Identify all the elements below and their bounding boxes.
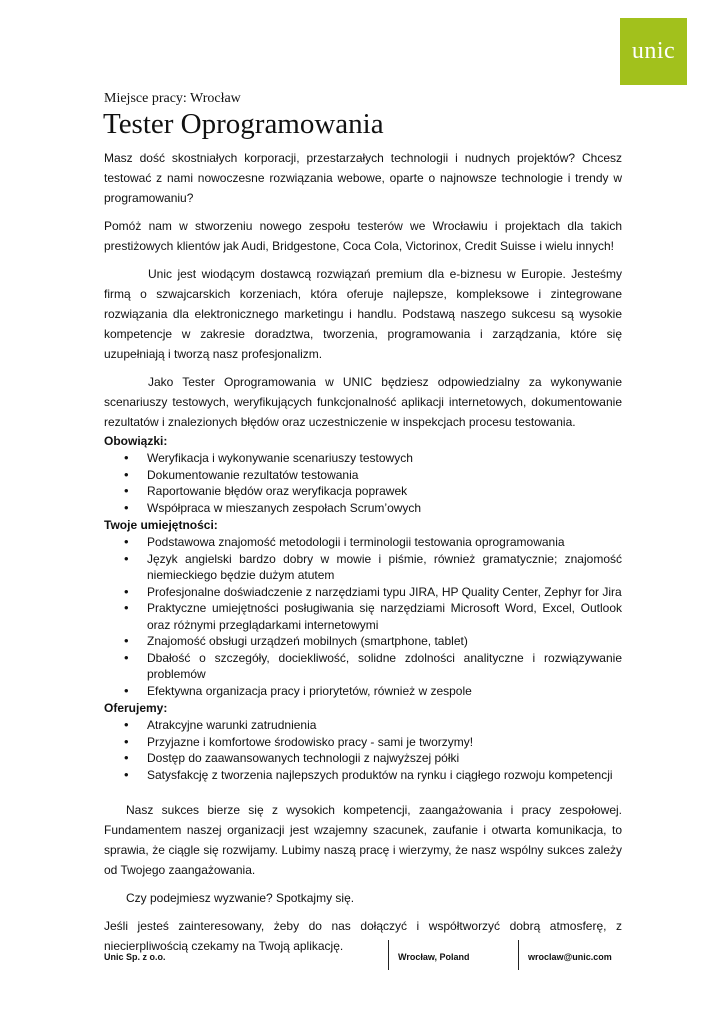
intro-paragraph-2: Pomóż nam w stworzeniu nowego zespołu testerów we Wrocławiu i projektach dla takich prestiżowych klientów jak Audi, Bridgestone, Coca Cola, Victorinox, Credit Suisse i wielu innych! (104, 219, 622, 253)
offer-list (104, 717, 622, 783)
list-item: • Współpraca w mieszanych zespołach Scrum’owych (147, 500, 622, 517)
list-item: • Podstawowa znajomość metodologii i terminologii testowania oprogramowania (147, 534, 622, 551)
duties-heading: Obowiązki: (104, 434, 168, 448)
list-item: • Praktyczne umiejętności posługiwania się narzędziami Microsoft Word, Excel, Outlook oraz różnymi przeglądarkami internetowymi (147, 600, 622, 633)
skills-list (104, 534, 622, 699)
list-item: • Język angielski bardzo dobry w mowie i piśmie, również gramatycznie; znajomość niemieckiego będzie dużym atutem (147, 551, 622, 584)
call-to-action: Czy podejmiesz wyzwanie? Spotkajmy się. (126, 891, 355, 905)
list-item: • Znajomość obsługi urządzeń mobilnych (smartphone, tablet) (147, 633, 622, 650)
offer-heading: Oferujemy: (104, 701, 168, 715)
footer-email: wroclaw@unic.com (528, 952, 612, 962)
unic-logo: unic (620, 18, 687, 85)
list-item: • Przyjazne i komfortowe środowisko pracy - sami je tworzymy! (147, 734, 622, 751)
list-item: • Atrakcyjne warunki zatrudnienia (147, 717, 622, 734)
footer (104, 940, 624, 970)
intro-paragraph-1: Masz dość skostniałych korporacji, przestarzałych technologii i nudnych projektów? Chcesz testować z nami nowoczesne rozwiązania webowe, oparte o najnowsze technologie i trendy w programowaniu? (104, 151, 622, 205)
list-item: • Efektywna organizacja pracy i priorytetów, również w zespole (147, 683, 622, 700)
list-item: • Weryfikacja i wykonywanie scenariuszy testowych (147, 450, 622, 467)
footer-company: Unic Sp. z o.o. (104, 952, 166, 962)
job-location: Miejsce pracy: Wrocław (104, 91, 241, 106)
duties-list (104, 450, 622, 516)
role-paragraph: Jako Tester Oprogramowania w UNIC będziesz odpowiedzialny za wykonywanie scenariuszy testowych, weryfikujących funkcjonalność aplikacji internetowych, dokumentowanie rezultatów i znalezionych błędów oraz uczestniczenie w inspekcjach procesu testowania. (104, 375, 622, 429)
list-item: • Dbałość o szczegóły, dociekliwość, solidne zdolności analityczne i rozwiązywanie problemów (147, 650, 622, 683)
list-item: • Profesjonalne doświadczenie z narzędziami typu JIRA, HP Quality Center, Zephyr for Jira (147, 584, 622, 601)
skills-heading: Twoje umiejętności: (104, 518, 218, 532)
closing-paragraph: Nasz sukces bierze się z wysokich kompetencji, zaangażowania i pracy zespołowej. Fundamentem naszej organizacji jest wzajemny szacunek, zaufanie i otwarta komunikacja, to sprawia, że ciągle się rozwijamy. Lubimy naszą pracę i wierzymy, że nasz wspólny sukces zależy od Twojego zaangażowania. (104, 803, 622, 877)
company-paragraph: Unic jest wiodącym dostawcą rozwiązań premium dla e-biznesu w Europie. Jesteśmy firmą o szwajcarskich korzeniach, która oferuje najlepsze, kompleksowe i zintegrowane rozwiązania dla elektronicznego marketingu i handlu. Podstawą naszego sukcesu są wysokie kompetencje w zakresie doradztwa, tworzenia, programowania i zarządzania, które się uzupełniają i tworzą nasz profesjonalizm. (104, 267, 622, 361)
footer-divider (518, 940, 519, 970)
page-title: Tester Oprogramowania (103, 108, 384, 140)
job-description (104, 148, 622, 956)
list-item: • Dostęp do zaawansowanych technologii z najwyższej półki (147, 750, 622, 767)
footer-divider (388, 940, 389, 970)
application-note: Jeśli jesteś zainteresowany, żeby do nas dołączyć i współtworzyć dobrą atmosferę, z niecierpliwością czekamy na Twoją aplikację. (104, 919, 622, 953)
list-item: • Satysfakcję z tworzenia najlepszych produktów na rynku i ciągłego rozwoju kompetencji (147, 767, 622, 784)
list-item: • Dokumentowanie rezultatów testowania (147, 467, 622, 484)
list-item: • Raportowanie błędów oraz weryfikacja poprawek (147, 483, 622, 500)
footer-city: Wrocław, Poland (398, 952, 470, 962)
